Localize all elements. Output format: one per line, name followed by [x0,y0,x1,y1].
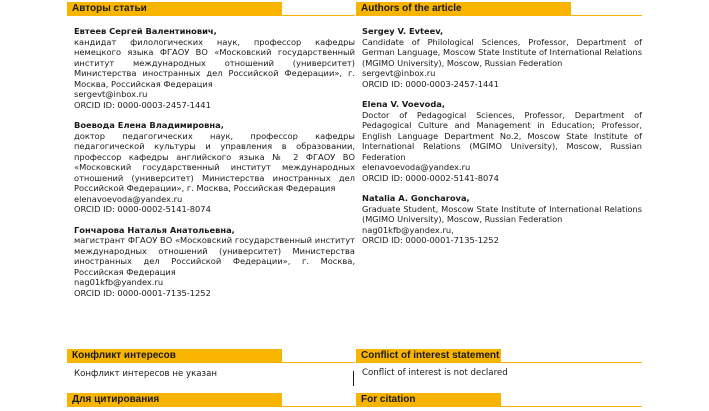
column-divider [353,371,354,386]
author-email[interactable]: nag01kfb@yandex.ru [74,277,164,287]
author-name: Гончарова Наталья Анатольевна, [74,224,235,235]
author-email[interactable]: sergevt@inbox.ru [74,89,148,99]
author-email[interactable]: sergevt@inbox.ru [362,68,436,78]
author-ru-3 [67,225,355,299]
conflict-ru-text: Конфликт интересов не указан [74,369,217,379]
author-description: Doctor of Pedagogical Sciences, Professor, Department of Pedagogical Culture and Management in Education; Professor, English Language Department No.2, Moscow State Institute of International Relations (MGIMO University), Moscow, Russian Federation [362,109,642,162]
authors-en-header [356,0,642,16]
conflict-ru-header-title: Конфликт интересов [72,350,176,361]
author-name: Natalia A. Goncharova, [362,193,470,203]
authors-ru-column [67,0,355,307]
authors-ru-header [67,0,355,16]
author-ru-1 [67,26,355,110]
author-name: Евтеев Сергей Валентинович, [74,26,217,36]
author-orcid: ORCID ID: 0000-0002-5141-8074 [362,172,499,183]
author-en-2 [356,99,642,183]
authors-en-header-title: Authors of the article [361,3,462,14]
author-description: Candidate of Philological Sciences, Professor, Department of German Language, Moscow State Institute of International Relations (MGIMO University), Moscow, Russian Federation [362,36,642,68]
conflict-ru-header [67,347,355,363]
author-email[interactable]: elenavoevoda@yandex.ru [362,162,471,172]
citation-en-header-title: For citation [361,394,416,405]
citation-ru-section [67,391,355,411]
author-description: Graduate Student, Moscow State Institute of International Relations (MGIMO University), Moscow, Russian Federation [362,203,642,224]
authors-en-column [356,0,642,255]
conflict-en-header [356,347,642,363]
author-email[interactable]: nag01kfb@yandex.ru, [362,224,454,235]
author-email[interactable]: elenavoevoda@yandex.ru [74,193,183,204]
author-orcid: ORCID ID: 0000-0001-7135-1252 [362,235,499,245]
author-orcid: ORCID ID: 0000-0001-7135-1252 [74,287,211,298]
citation-en-header [356,391,642,407]
authors-ru-header-title: Авторы статьи [72,3,147,14]
author-name: Воевода Елена Владимировна, [74,120,224,130]
conflict-en-section [356,347,642,379]
conflict-en-header-title: Conflict of interest statement [361,350,500,361]
author-name: Elena V. Voevoda, [362,99,446,109]
author-description: кандидат филологических наук, профессор кафедры немецкого языка ФГАОУ ВО «Московский государственный институт международных отношений (университет) Министерства иностранных дел Российской Федерации», г. Москва, Российская Федерация [74,36,355,89]
author-name: Sergey V. Evteev, [362,26,444,36]
conflict-en-text: Conflict of interest is not declared [362,368,508,378]
citation-ru-header-title: Для цитирования [72,394,160,405]
author-description: магистрант ФГАОУ ВО «Московский государственный институт международных отношений (университет) Министерства иностранных дел Российской Федерации», г. Москва, Российская Федерация [74,235,355,277]
author-description: доктор педагогических наук, профессор кафедры педагогической культуры и управления в образовании, профессор кафедры английского языка № 2 ФГАОУ ВО «Московский государственный институт международных отношений (университет) Министерства иностранных дел Российской Федерации», г. Москва, Российская Федерация [74,130,355,193]
author-ru-2 [67,120,355,215]
author-orcid: ORCID ID: 0000-0002-5141-8074 [74,204,211,214]
conflict-ru-section [67,347,355,380]
author-en-3 [356,193,642,246]
citation-ru-header [67,391,355,407]
author-en-1 [356,26,642,89]
citation-en-section [356,391,642,411]
author-orcid: ORCID ID: 0000-0003-2457-1441 [74,99,211,110]
author-orcid: ORCID ID: 0000-0003-2457-1441 [362,78,499,89]
